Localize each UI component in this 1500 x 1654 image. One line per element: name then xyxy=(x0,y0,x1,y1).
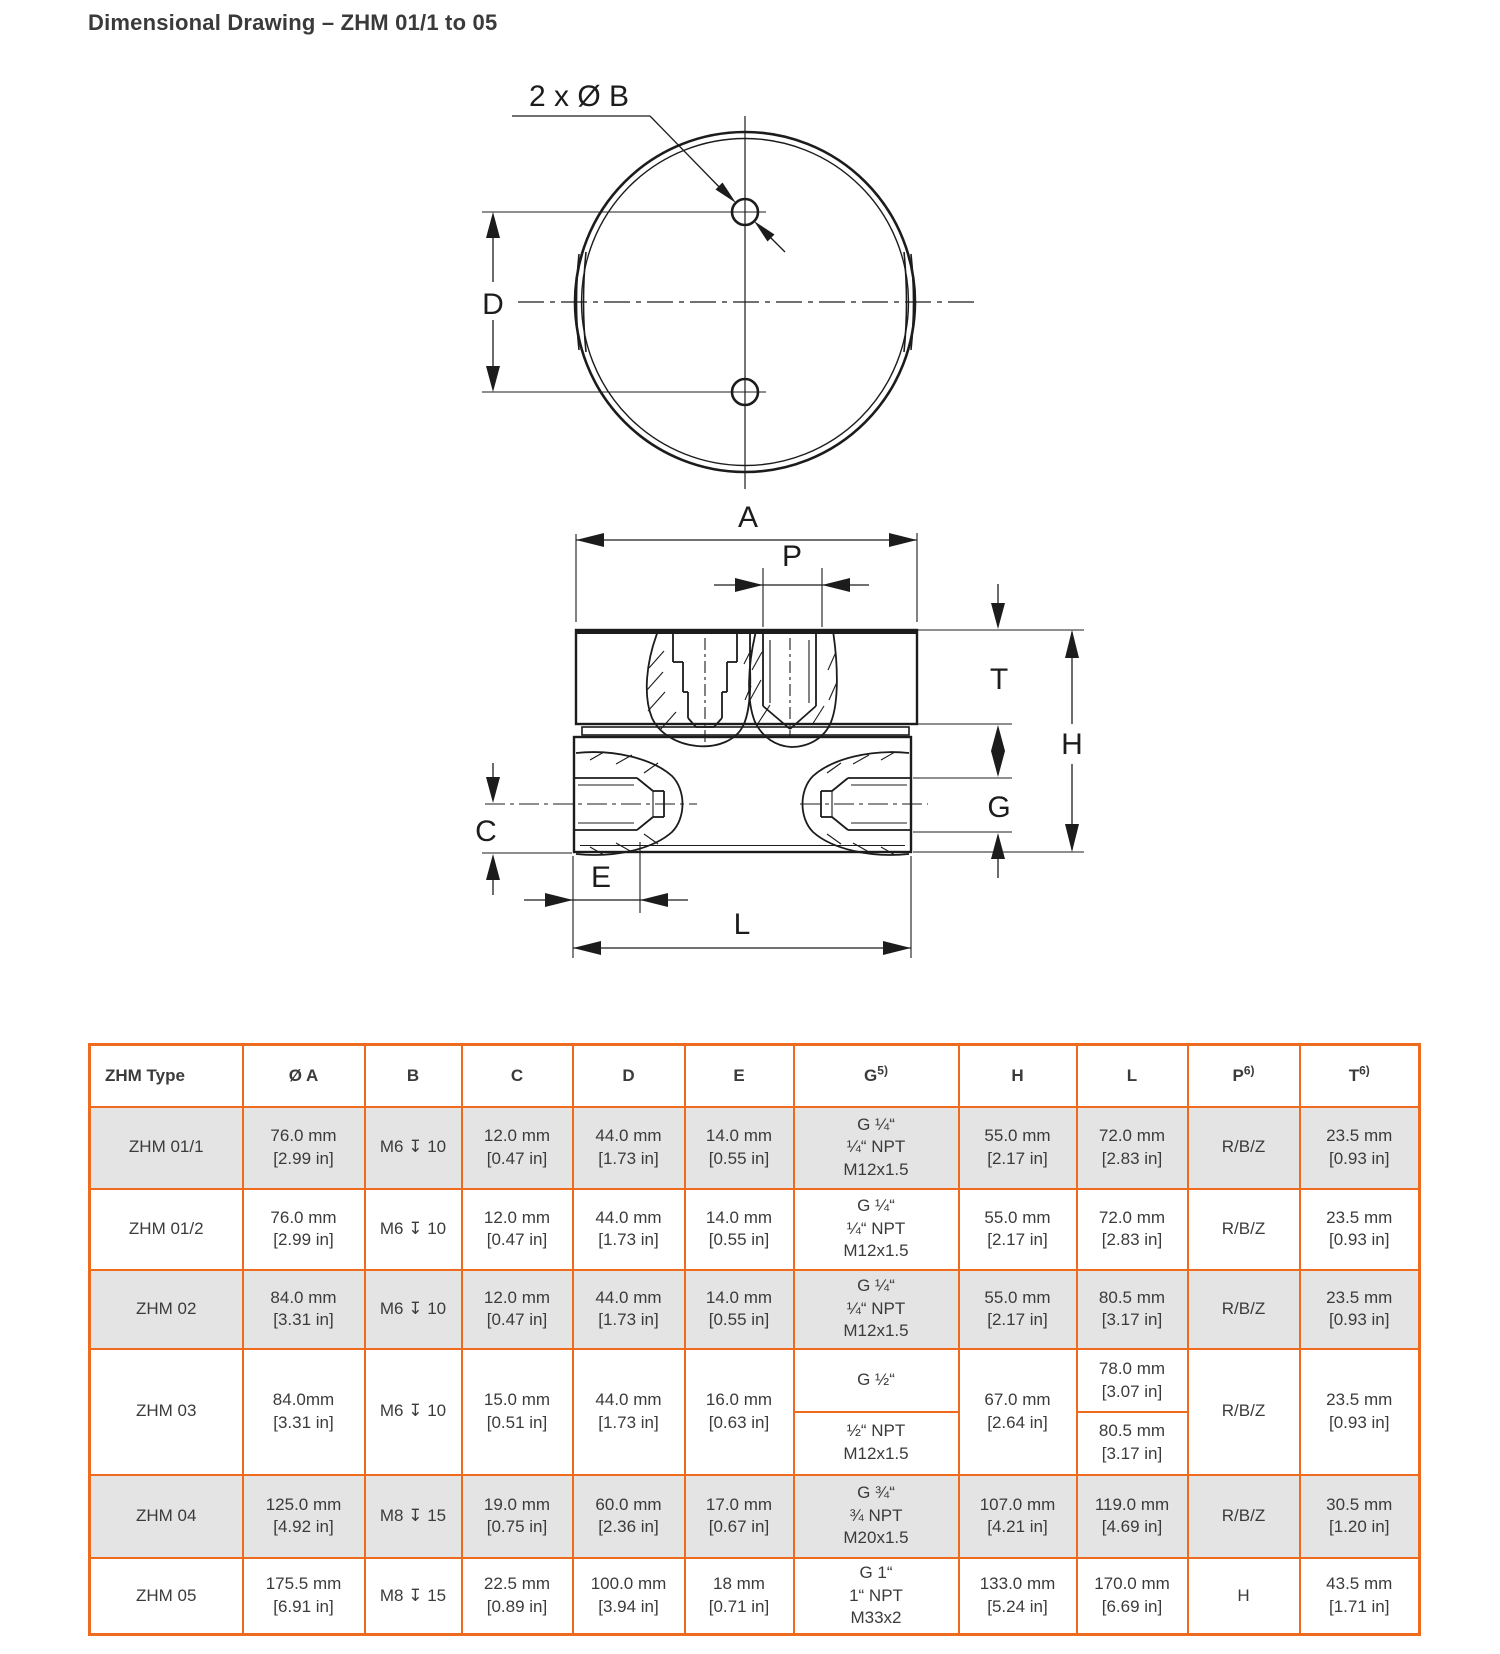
top-view xyxy=(477,80,974,489)
dimension-cell: 84.0 mm [3.31 in] xyxy=(243,1270,365,1349)
dimension-cell: 14.0 mm [0.55 in] xyxy=(685,1107,794,1189)
dimension-cell: 17.0 mm [0.67 in] xyxy=(685,1475,794,1558)
split-sub-cell: 80.5 mm [3.17 in] xyxy=(1078,1411,1187,1473)
dim-label-e: E xyxy=(590,861,612,894)
dimension-cell: 16.0 mm [0.63 in] xyxy=(685,1349,794,1475)
dimension-cell: 15.0 mm [0.51 in] xyxy=(462,1349,573,1475)
dimension-cell: 72.0 mm [2.83 in] xyxy=(1077,1189,1188,1270)
dimension-cell: 44.0 mm [1.73 in] xyxy=(573,1107,685,1189)
dimension-cell: 100.0 mm [3.94 in] xyxy=(573,1558,685,1635)
side-view xyxy=(475,501,1084,958)
table-row xyxy=(90,1475,1420,1558)
dimension-g xyxy=(913,778,1012,878)
dimension-cell: 44.0 mm [1.73 in] xyxy=(573,1349,685,1475)
dimension-cell: 18 mm [0.71 in] xyxy=(685,1558,794,1635)
dimension-cell: 119.0 mm [4.69 in] xyxy=(1077,1475,1188,1558)
column-header: $P^{6)}$ xyxy=(1188,1045,1300,1107)
dimension-cell: 12.0 mm [0.47 in] xyxy=(462,1107,573,1189)
dimension-cell: M8 ↧ 15 xyxy=(365,1558,462,1635)
dimension-cell: 107.0 mm [4.21 in] xyxy=(959,1475,1077,1558)
dimension-cell: M6 ↧ 10 xyxy=(365,1107,462,1189)
column-header: E xyxy=(685,1045,794,1107)
dimension-cell: 60.0 mm [2.36 in] xyxy=(573,1475,685,1558)
dimension-cell: 12.0 mm [0.47 in] xyxy=(462,1270,573,1349)
row-type-cell: ZHM 01/1 xyxy=(90,1107,243,1189)
column-header: H xyxy=(959,1045,1077,1107)
table-row xyxy=(90,1270,1420,1349)
dimension-l xyxy=(573,856,911,958)
dimension-cell: R/B/Z xyxy=(1188,1475,1300,1558)
dimension-cell: 72.0 mm [2.83 in] xyxy=(1077,1107,1188,1189)
dimension-cell: R/B/Z xyxy=(1188,1107,1300,1189)
dimension-cell: 80.5 mm [3.17 in] xyxy=(1077,1270,1188,1349)
dim-label-l: L xyxy=(733,908,751,941)
dimension-cell: 55.0 mm [2.17 in] xyxy=(959,1270,1077,1349)
dimension-cell: M6 ↧ 10 xyxy=(365,1270,462,1349)
dimension-cell: 175.5 mm [6.91 in] xyxy=(243,1558,365,1635)
dimension-cell: 14.0 mm [0.55 in] xyxy=(685,1270,794,1349)
dimension-cell: 133.0 mm [5.24 in] xyxy=(959,1558,1077,1635)
column-header: L xyxy=(1077,1045,1188,1107)
dimension-cell: R/B/Z xyxy=(1188,1189,1300,1270)
dimension-cell: R/B/Z xyxy=(1188,1349,1300,1475)
dimension-cell: 76.0 mm [2.99 in] xyxy=(243,1189,365,1270)
dim-label-d: D xyxy=(482,288,504,321)
column-header: B xyxy=(365,1045,462,1107)
dimension-cell: 23.5 mm [0.93 in] xyxy=(1300,1107,1420,1189)
dimension-cell xyxy=(794,1349,959,1475)
split-sub-cell: ½“ NPT M12x1.5 xyxy=(795,1411,958,1473)
parting-band xyxy=(582,727,909,735)
column-header: $G^{5)}$ xyxy=(794,1045,959,1107)
column-header: D xyxy=(573,1045,685,1107)
row-type-cell: ZHM 03 xyxy=(90,1349,243,1475)
column-header: Ø A xyxy=(243,1045,365,1107)
dimension-cell: 23.5 mm [0.93 in] xyxy=(1300,1270,1420,1349)
table-row xyxy=(90,1189,1420,1270)
dimension-c xyxy=(475,763,572,895)
dimension-cell: 44.0 mm [1.73 in] xyxy=(573,1270,685,1349)
column-header: C xyxy=(462,1045,573,1107)
dimension-cell: M6 ↧ 10 xyxy=(365,1189,462,1270)
column-header: $T^{6)}$ xyxy=(1300,1045,1420,1107)
dimensions-table-wrap xyxy=(88,1043,1421,1636)
row-type-cell: ZHM 02 xyxy=(90,1270,243,1349)
dimension-cell: 23.5 mm [0.93 in] xyxy=(1300,1189,1420,1270)
dim-label-p: P xyxy=(781,540,803,573)
dimension-cell: 55.0 mm [2.17 in] xyxy=(959,1189,1077,1270)
dimension-cell: H xyxy=(1188,1558,1300,1635)
dimension-cell: 44.0 mm [1.73 in] xyxy=(573,1189,685,1270)
dim-label-h: H xyxy=(1061,728,1083,761)
dimension-cell: R/B/Z xyxy=(1188,1270,1300,1349)
dimension-cell xyxy=(1077,1349,1188,1475)
dim-label-a: A xyxy=(737,501,759,534)
dimension-cell: 67.0 mm [2.64 in] xyxy=(959,1349,1077,1475)
dimension-t xyxy=(917,584,1084,777)
row-type-cell: ZHM 04 xyxy=(90,1475,243,1558)
dimension-d xyxy=(477,212,509,392)
dimension-p xyxy=(714,540,869,627)
hole-callout-label: 2 x Ø B xyxy=(528,80,630,113)
dimension-a xyxy=(576,501,917,622)
header-row xyxy=(90,1045,1420,1107)
dimension-cell: 12.0 mm [0.47 in] xyxy=(462,1189,573,1270)
dimension-cell: 170.0 mm [6.69 in] xyxy=(1077,1558,1188,1635)
dimension-cell: G 1“ 1“ NPT M33x2 xyxy=(794,1558,959,1635)
dim-label-c: C xyxy=(475,815,497,848)
upper-body xyxy=(576,630,917,724)
dimension-cell: 125.0 mm [4.92 in] xyxy=(243,1475,365,1558)
table-row xyxy=(90,1558,1420,1635)
dimensions-table xyxy=(88,1043,1421,1636)
dimension-cell: 23.5 mm [0.93 in] xyxy=(1300,1349,1420,1475)
dimension-cell: 22.5 mm [0.89 in] xyxy=(462,1558,573,1635)
table-row xyxy=(90,1349,1420,1475)
dimension-cell: 14.0 mm [0.55 in] xyxy=(685,1189,794,1270)
dimension-cell: M6 ↧ 10 xyxy=(365,1349,462,1475)
table-row xyxy=(90,1107,1420,1189)
dimension-cell: G ¼“ ¼“ NPT M12x1.5 xyxy=(794,1270,959,1349)
dim-label-t: T xyxy=(989,663,1009,696)
dimension-cell: 30.5 mm [1.20 in] xyxy=(1300,1475,1420,1558)
dimension-cell: 55.0 mm [2.17 in] xyxy=(959,1107,1077,1189)
dimension-cell: 43.5 mm [1.71 in] xyxy=(1300,1558,1420,1635)
row-type-cell: ZHM 01/2 xyxy=(90,1189,243,1270)
column-header: ZHM Type xyxy=(90,1045,243,1107)
dimension-cell: G ¼“ ¼“ NPT M12x1.5 xyxy=(794,1189,959,1270)
split-sub-cell: G ½“ xyxy=(857,1370,895,1390)
dim-label-g: G xyxy=(987,791,1011,824)
dimension-cell: G ¾“ ¾ NPT M20x1.5 xyxy=(794,1475,959,1558)
split-sub-cell: 78.0 mm [3.07 in] xyxy=(1098,1359,1166,1401)
dimension-cell: 76.0 mm [2.99 in] xyxy=(243,1107,365,1189)
page-title: Dimensional Drawing – ZHM 01/1 to 05 xyxy=(88,10,498,35)
dimension-cell: G ¼“ ¼“ NPT M12x1.5 xyxy=(794,1107,959,1189)
dimension-cell: 19.0 mm [0.75 in] xyxy=(462,1475,573,1558)
dimension-cell: M8 ↧ 15 xyxy=(365,1475,462,1558)
dimension-cell: 84.0mm [3.31 in] xyxy=(243,1349,365,1475)
row-type-cell: ZHM 05 xyxy=(90,1558,243,1635)
